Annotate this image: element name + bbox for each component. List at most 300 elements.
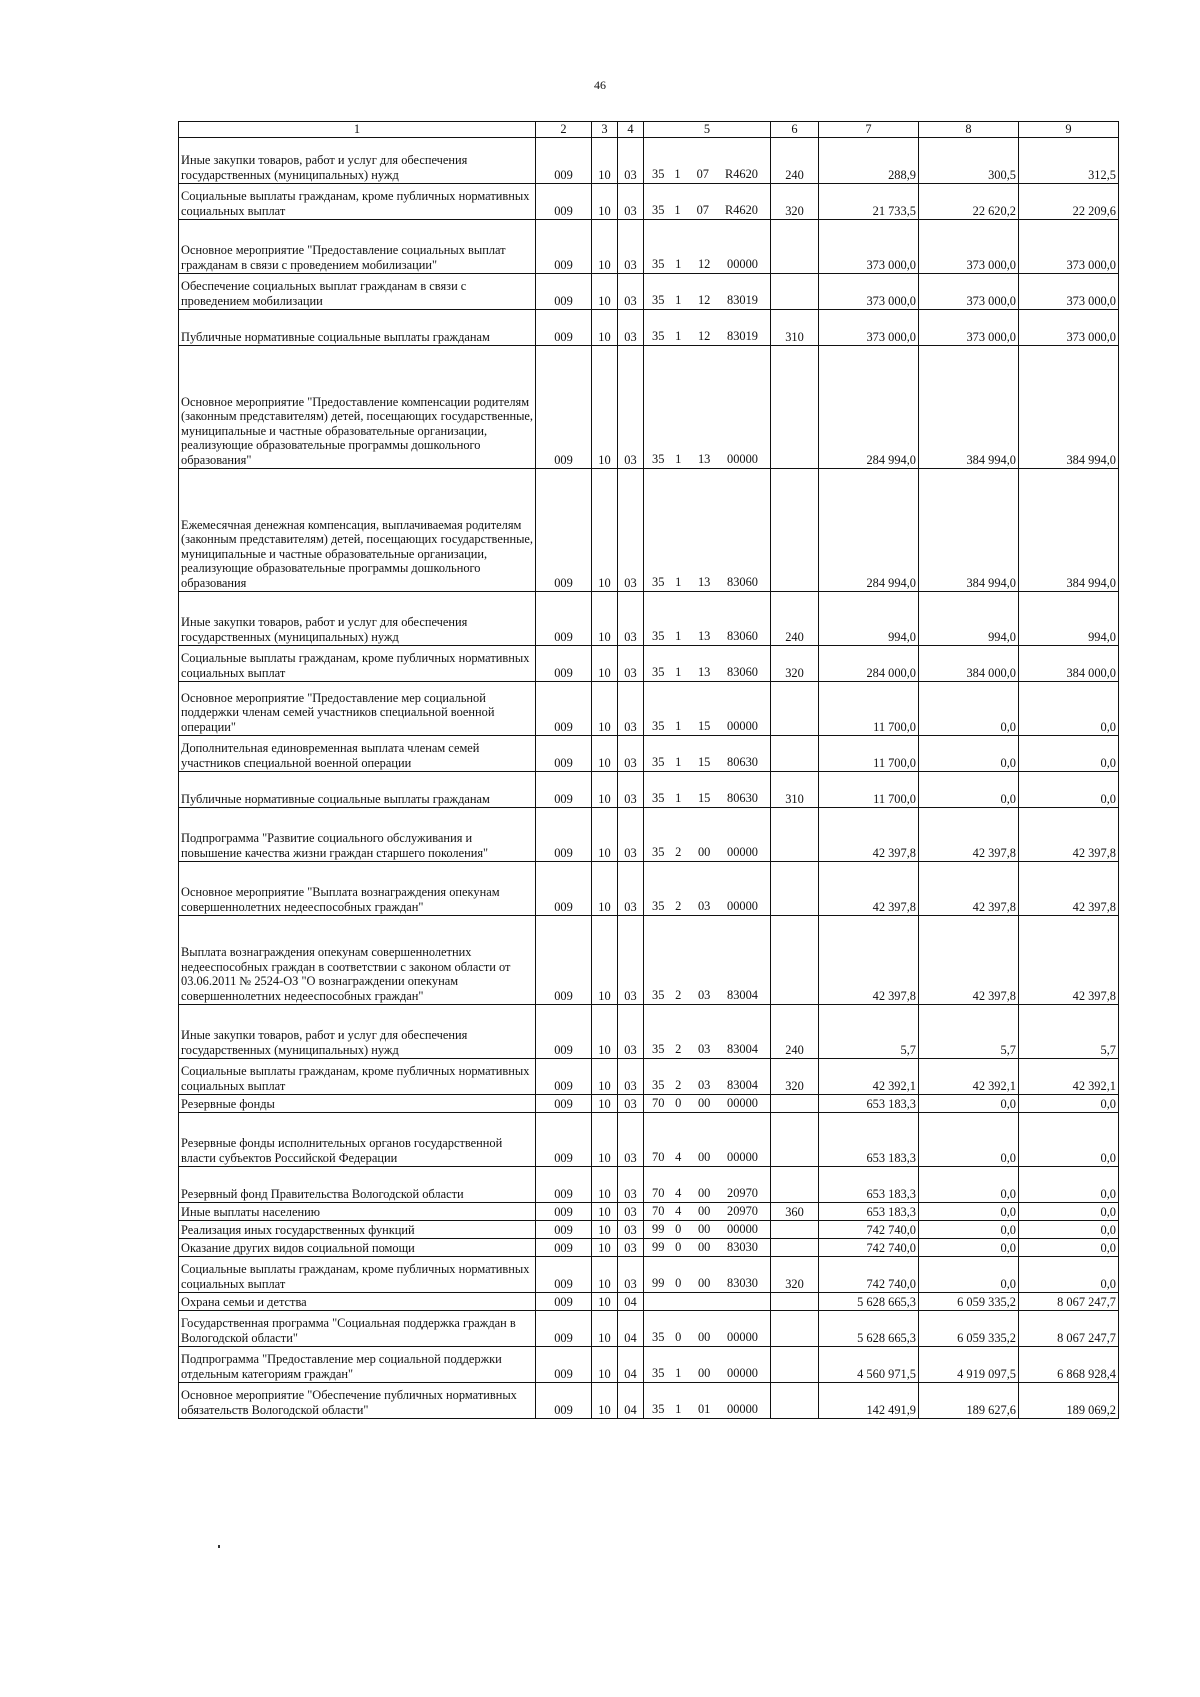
cell-amount-col7: 11 700,0 — [819, 682, 919, 736]
target-direction: 83030 — [727, 1239, 758, 1254]
cell-section: 10 — [592, 1311, 618, 1347]
row-name: Оказание других видов социальной помощи — [179, 1239, 536, 1257]
cell-ministry-code: 009 — [536, 736, 592, 772]
row-name: Ежемесячная денежная компенсация, выплачиваемая родителям (законным представителям) детей, посещающих государственные, муниципальные и частные образовательные организации, реализующие образовательные программы дошкольного образования — [179, 469, 536, 592]
table-row — [179, 772, 1119, 808]
cell-subsection: 03 — [618, 682, 644, 736]
cell-amount-col7: 5 628 665,3 — [819, 1293, 919, 1311]
cell-target-article — [644, 274, 771, 310]
table-row — [179, 469, 1119, 592]
target-event: 00 — [697, 1329, 711, 1344]
cell-ministry-code: 009 — [536, 1059, 592, 1095]
cell-amount-col7: 742 740,0 — [819, 1221, 919, 1239]
target-program: 99 — [652, 1221, 665, 1236]
target-program: 35 — [652, 718, 665, 733]
cell-amount-col8: 373 000,0 — [919, 220, 1019, 274]
cell-expense-type — [771, 808, 819, 862]
target-event: 00 — [697, 1239, 711, 1254]
target-subprogram: 1 — [675, 292, 682, 307]
target-subprogram: 0 — [675, 1095, 682, 1110]
cell-ministry-code: 009 — [536, 1347, 592, 1383]
row-name: Резервные фонды — [179, 1095, 536, 1113]
target-direction: 83004 — [727, 987, 758, 1002]
target-subprogram: 0 — [675, 1275, 682, 1290]
table-row — [179, 1203, 1119, 1221]
target-program: 35 — [652, 574, 665, 589]
cell-amount-col7: 653 183,3 — [819, 1203, 919, 1221]
cell-amount-col7: 42 392,1 — [819, 1059, 919, 1095]
target-subprogram: 4 — [675, 1149, 682, 1164]
cell-expense-type — [771, 862, 819, 916]
cell-section: 10 — [592, 1095, 618, 1113]
cell-section: 10 — [592, 1203, 618, 1221]
cell-expense-type: 240 — [771, 592, 819, 646]
target-subprogram: 2 — [675, 987, 682, 1002]
target-program: 35 — [652, 328, 665, 343]
cell-section: 10 — [592, 772, 618, 808]
cell-ministry-code: 009 — [536, 1113, 592, 1167]
cell-ministry-code: 009 — [536, 220, 592, 274]
cell-section: 10 — [592, 1113, 618, 1167]
cell-amount-col8: 189 627,6 — [919, 1383, 1019, 1419]
cell-expense-type: 360 — [771, 1203, 819, 1221]
cell-target-article — [644, 682, 771, 736]
cell-target-article — [644, 592, 771, 646]
row-name: Основное мероприятие "Обеспечение публичных нормативных обязательств Вологодской области" — [179, 1383, 536, 1419]
cell-amount-col8: 42 397,8 — [919, 808, 1019, 862]
cell-ministry-code: 009 — [536, 772, 592, 808]
cell-amount-col9: 42 397,8 — [1019, 808, 1119, 862]
target-program: 35 — [652, 166, 665, 181]
cell-amount-col8: 0,0 — [919, 736, 1019, 772]
cell-target-article — [644, 138, 771, 184]
row-name: Основное мероприятие "Выплата вознаграждения опекунам совершеннолетних недееспособных граждан" — [179, 862, 536, 916]
cell-section: 10 — [592, 184, 618, 220]
table-row — [179, 1347, 1119, 1383]
cell-subsection: 03 — [618, 1059, 644, 1095]
cell-expense-type: 320 — [771, 1059, 819, 1095]
target-program: 35 — [652, 987, 665, 1002]
target-direction: 80630 — [727, 790, 758, 805]
target-program: 35 — [652, 628, 665, 643]
cell-subsection: 03 — [618, 1239, 644, 1257]
cell-amount-col8: 6 059 335,2 — [919, 1311, 1019, 1347]
cell-ministry-code: 009 — [536, 1005, 592, 1059]
target-direction: 00000 — [727, 1149, 758, 1164]
cell-amount-col9: 8 067 247,7 — [1019, 1311, 1119, 1347]
cell-amount-col8: 5,7 — [919, 1005, 1019, 1059]
header-col-4: 4 — [618, 122, 644, 138]
cell-amount-col9: 42 397,8 — [1019, 862, 1119, 916]
cell-target-article — [644, 862, 771, 916]
target-subprogram: 2 — [675, 844, 682, 859]
cell-target-article — [644, 1203, 771, 1221]
cell-expense-type — [771, 1239, 819, 1257]
target-direction: 83060 — [727, 664, 758, 679]
table-row — [179, 274, 1119, 310]
cell-subsection: 03 — [618, 138, 644, 184]
table-row — [179, 220, 1119, 274]
row-name: Резервные фонды исполнительных органов государственной власти субъектов Российской Федерации — [179, 1113, 536, 1167]
target-event: 00 — [697, 1275, 711, 1290]
cell-amount-col9: 0,0 — [1019, 1239, 1119, 1257]
cell-subsection: 03 — [618, 592, 644, 646]
cell-section: 10 — [592, 310, 618, 346]
cell-amount-col7: 11 700,0 — [819, 736, 919, 772]
table-row — [179, 682, 1119, 736]
header-col-8: 8 — [919, 122, 1019, 138]
cell-ministry-code: 009 — [536, 916, 592, 1005]
cell-amount-col7: 653 183,3 — [819, 1113, 919, 1167]
target-direction: 83004 — [727, 1077, 758, 1092]
table-body — [179, 138, 1119, 1419]
cell-amount-col9: 42 397,8 — [1019, 916, 1119, 1005]
cell-amount-col7: 284 994,0 — [819, 469, 919, 592]
target-direction: 00000 — [727, 1401, 758, 1416]
cell-amount-col8: 0,0 — [919, 1095, 1019, 1113]
cell-amount-col9: 0,0 — [1019, 1113, 1119, 1167]
target-event: 12 — [697, 256, 711, 271]
target-direction: 83019 — [727, 292, 758, 307]
cell-amount-col8: 0,0 — [919, 1113, 1019, 1167]
target-subprogram: 0 — [675, 1239, 682, 1254]
cell-amount-col9: 384 994,0 — [1019, 346, 1119, 469]
cell-subsection: 03 — [618, 184, 644, 220]
cell-ministry-code: 009 — [536, 646, 592, 682]
table-row — [179, 646, 1119, 682]
cell-expense-type: 320 — [771, 646, 819, 682]
cell-subsection: 03 — [618, 808, 644, 862]
target-program: 35 — [652, 1329, 665, 1344]
target-direction: 00000 — [727, 451, 758, 466]
cell-target-article — [644, 310, 771, 346]
cell-ministry-code: 009 — [536, 1383, 592, 1419]
target-event: 15 — [697, 754, 711, 769]
target-program: 35 — [652, 790, 665, 805]
cell-amount-col9: 189 069,2 — [1019, 1383, 1119, 1419]
cell-ministry-code: 009 — [536, 862, 592, 916]
target-program: 70 — [652, 1095, 665, 1110]
cell-section: 10 — [592, 1005, 618, 1059]
target-direction: 83004 — [727, 1041, 758, 1056]
cell-target-article — [644, 1293, 771, 1311]
cell-target-article — [644, 1239, 771, 1257]
cell-ministry-code: 009 — [536, 346, 592, 469]
cell-expense-type: 310 — [771, 772, 819, 808]
cell-amount-col7: 373 000,0 — [819, 310, 919, 346]
cell-section: 10 — [592, 736, 618, 772]
cell-subsection: 03 — [618, 1257, 644, 1293]
cell-amount-col7: 42 397,8 — [819, 862, 919, 916]
target-subprogram: 2 — [675, 898, 682, 913]
header-col-6: 6 — [771, 122, 819, 138]
cell-subsection: 03 — [618, 220, 644, 274]
header-col-3: 3 — [592, 122, 618, 138]
cell-amount-col8: 373 000,0 — [919, 310, 1019, 346]
cell-amount-col8: 0,0 — [919, 1221, 1019, 1239]
table-row — [179, 1113, 1119, 1167]
header-col-2: 2 — [536, 122, 592, 138]
cell-section: 10 — [592, 1257, 618, 1293]
cell-section: 10 — [592, 1383, 618, 1419]
cell-ministry-code: 009 — [536, 808, 592, 862]
cell-amount-col9: 0,0 — [1019, 1203, 1119, 1221]
row-name: Социальные выплаты гражданам, кроме публичных нормативных социальных выплат — [179, 184, 536, 220]
cell-amount-col9: 6 868 928,4 — [1019, 1347, 1119, 1383]
cell-ministry-code: 009 — [536, 1095, 592, 1113]
cell-amount-col8: 0,0 — [919, 1167, 1019, 1203]
target-event: 03 — [697, 1041, 711, 1056]
budget-table — [178, 121, 1119, 1419]
cell-amount-col7: 994,0 — [819, 592, 919, 646]
cell-section: 10 — [592, 1167, 618, 1203]
row-name: Обеспечение социальных выплат гражданам в связи с проведением мобилизации — [179, 274, 536, 310]
target-event: 00 — [697, 1365, 711, 1380]
header-row — [179, 122, 1119, 138]
cell-ministry-code: 009 — [536, 184, 592, 220]
target-program: 70 — [652, 1149, 665, 1164]
header-col-7: 7 — [819, 122, 919, 138]
cell-section: 10 — [592, 682, 618, 736]
cell-ministry-code: 009 — [536, 469, 592, 592]
target-event: 12 — [697, 328, 711, 343]
cell-amount-col7: 742 740,0 — [819, 1239, 919, 1257]
cell-amount-col7: 5 628 665,3 — [819, 1311, 919, 1347]
cell-section: 10 — [592, 138, 618, 184]
target-event: 03 — [697, 987, 711, 1002]
target-direction: 00000 — [727, 1329, 758, 1344]
cell-amount-col9: 373 000,0 — [1019, 220, 1119, 274]
cell-expense-type — [771, 1383, 819, 1419]
row-name: Иные закупки товаров, работ и услуг для обеспечения государственных (муниципальных) нужд — [179, 1005, 536, 1059]
table-row — [179, 862, 1119, 916]
cell-section: 10 — [592, 220, 618, 274]
page-number: 46 — [594, 78, 606, 92]
cell-target-article — [644, 1347, 771, 1383]
cell-section: 10 — [592, 1221, 618, 1239]
cell-section: 10 — [592, 274, 618, 310]
target-subprogram: 1 — [675, 451, 682, 466]
cell-amount-col7: 5,7 — [819, 1005, 919, 1059]
cell-section: 10 — [592, 346, 618, 469]
cell-expense-type — [771, 1095, 819, 1113]
cell-amount-col9: 8 067 247,7 — [1019, 1293, 1119, 1311]
table-row — [179, 1239, 1119, 1257]
cell-amount-col8: 300,5 — [919, 138, 1019, 184]
cell-amount-col9: 373 000,0 — [1019, 274, 1119, 310]
cell-amount-col7: 142 491,9 — [819, 1383, 919, 1419]
row-name: Государственная программа "Социальная поддержка граждан в Вологодской области" — [179, 1311, 536, 1347]
cell-ministry-code: 009 — [536, 592, 592, 646]
target-event: 00 — [697, 844, 711, 859]
table-row — [179, 1257, 1119, 1293]
cell-expense-type — [771, 1293, 819, 1311]
cell-subsection: 03 — [618, 916, 644, 1005]
cell-subsection: 03 — [618, 1113, 644, 1167]
cell-subsection: 04 — [618, 1293, 644, 1311]
row-name: Основное мероприятие "Предоставление мер социальной поддержки членам семей участников специальной военной операции" — [179, 682, 536, 736]
row-name: Социальные выплаты гражданам, кроме публичных нормативных социальных выплат — [179, 1059, 536, 1095]
cell-subsection: 03 — [618, 1221, 644, 1239]
target-program: 35 — [652, 898, 665, 913]
cell-amount-col9: 384 000,0 — [1019, 646, 1119, 682]
cell-ministry-code: 009 — [536, 310, 592, 346]
target-event: 13 — [697, 451, 711, 466]
target-event: 00 — [697, 1221, 711, 1236]
cell-subsection: 03 — [618, 346, 644, 469]
cell-expense-type: 240 — [771, 138, 819, 184]
cell-amount-col9: 0,0 — [1019, 1221, 1119, 1239]
table-row — [179, 184, 1119, 220]
cell-subsection: 03 — [618, 772, 644, 808]
target-subprogram: 0 — [675, 1221, 682, 1236]
cell-ministry-code: 009 — [536, 138, 592, 184]
row-name: Социальные выплаты гражданам, кроме публичных нормативных социальных выплат — [179, 1257, 536, 1293]
cell-ministry-code: 009 — [536, 1167, 592, 1203]
cell-expense-type — [771, 220, 819, 274]
cell-subsection: 03 — [618, 1203, 644, 1221]
table-row — [179, 916, 1119, 1005]
target-direction: R4620 — [724, 202, 758, 217]
target-program: 35 — [652, 1401, 665, 1416]
cell-target-article — [644, 736, 771, 772]
cell-target-article — [644, 469, 771, 592]
cell-target-article — [644, 346, 771, 469]
target-subprogram: 1 — [675, 256, 682, 271]
cell-expense-type — [771, 682, 819, 736]
cell-expense-type — [771, 1221, 819, 1239]
cell-ministry-code: 009 — [536, 682, 592, 736]
target-subprogram: 1 — [675, 628, 682, 643]
cell-target-article — [644, 184, 771, 220]
cell-amount-col7: 21 733,5 — [819, 184, 919, 220]
cell-amount-col7: 42 397,8 — [819, 808, 919, 862]
target-program: 70 — [652, 1185, 665, 1200]
cell-amount-col9: 384 994,0 — [1019, 469, 1119, 592]
header-col-9: 9 — [1019, 122, 1119, 138]
target-program: 35 — [652, 664, 665, 679]
cell-amount-col9: 0,0 — [1019, 682, 1119, 736]
target-subprogram: 1 — [675, 754, 682, 769]
target-event: 00 — [697, 1095, 711, 1110]
target-event: 13 — [697, 664, 711, 679]
table-row — [179, 310, 1119, 346]
row-name: Публичные нормативные социальные выплаты гражданам — [179, 310, 536, 346]
cell-subsection: 04 — [618, 1311, 644, 1347]
target-subprogram: 1 — [674, 202, 681, 217]
cell-subsection: 03 — [618, 862, 644, 916]
cell-amount-col8: 384 000,0 — [919, 646, 1019, 682]
cell-expense-type — [771, 1113, 819, 1167]
cell-amount-col7: 288,9 — [819, 138, 919, 184]
cell-subsection: 03 — [618, 274, 644, 310]
table-row — [179, 1383, 1119, 1419]
cell-target-article — [644, 646, 771, 682]
target-direction: 83060 — [727, 628, 758, 643]
target-program: 35 — [652, 202, 665, 217]
cell-section: 10 — [592, 1239, 618, 1257]
cell-amount-col7: 653 183,3 — [819, 1095, 919, 1113]
target-program: 35 — [652, 1041, 665, 1056]
target-subprogram: 1 — [675, 1365, 682, 1380]
cell-section: 10 — [592, 862, 618, 916]
target-program: 35 — [652, 1365, 665, 1380]
target-direction: 83019 — [727, 328, 758, 343]
cell-amount-col8: 994,0 — [919, 592, 1019, 646]
target-subprogram: 4 — [675, 1185, 682, 1200]
cell-subsection: 03 — [618, 469, 644, 592]
target-direction: 00000 — [727, 898, 758, 913]
target-direction: R4620 — [724, 166, 758, 181]
cell-section: 10 — [592, 916, 618, 1005]
cell-amount-col8: 42 392,1 — [919, 1059, 1019, 1095]
target-direction: 20970 — [727, 1203, 758, 1218]
target-subprogram: 1 — [674, 166, 681, 181]
cell-amount-col8: 42 397,8 — [919, 916, 1019, 1005]
cell-target-article — [644, 1005, 771, 1059]
cell-amount-col8: 384 994,0 — [919, 469, 1019, 592]
target-direction: 80630 — [727, 754, 758, 769]
cell-expense-type — [771, 1311, 819, 1347]
target-program: 70 — [652, 1203, 665, 1218]
cell-target-article — [644, 220, 771, 274]
target-subprogram: 1 — [675, 790, 682, 805]
cell-amount-col8: 0,0 — [919, 1239, 1019, 1257]
target-event: 07 — [696, 166, 709, 181]
target-event: 03 — [697, 898, 711, 913]
target-event: 01 — [697, 1401, 711, 1416]
target-direction: 83060 — [727, 574, 758, 589]
target-direction: 83030 — [727, 1275, 758, 1290]
cell-amount-col9: 0,0 — [1019, 1095, 1119, 1113]
cell-subsection: 03 — [618, 1095, 644, 1113]
cell-subsection: 03 — [618, 736, 644, 772]
table-row — [179, 592, 1119, 646]
row-name: Резервный фонд Правительства Вологодской области — [179, 1167, 536, 1203]
target-event: 03 — [697, 1077, 711, 1092]
target-event: 07 — [696, 202, 709, 217]
cell-ministry-code: 009 — [536, 1257, 592, 1293]
row-name: Дополнительная единовременная выплата членам семей участников специальной военной операции — [179, 736, 536, 772]
cell-amount-col9: 0,0 — [1019, 1257, 1119, 1293]
row-name: Охрана семьи и детства — [179, 1293, 536, 1311]
cell-ministry-code: 009 — [536, 1311, 592, 1347]
cell-amount-col9: 994,0 — [1019, 592, 1119, 646]
row-name: Социальные выплаты гражданам, кроме публичных нормативных социальных выплат — [179, 646, 536, 682]
row-name: Подпрограмма "Предоставление мер социальной поддержки отдельным категориям граждан" — [179, 1347, 536, 1383]
cell-section: 10 — [592, 1059, 618, 1095]
row-name: Основное мероприятие "Предоставление компенсации родителям (законным представителям) детей, посещающих государственные, муниципальные и частные образовательные организации, реализующие образовательные программы дошкольного образования" — [179, 346, 536, 469]
header-col-5: 5 — [644, 122, 771, 138]
target-event: 12 — [697, 292, 711, 307]
cell-amount-col8: 0,0 — [919, 1203, 1019, 1221]
cell-ministry-code: 009 — [536, 1239, 592, 1257]
cell-amount-col7: 373 000,0 — [819, 220, 919, 274]
table-row — [179, 1293, 1119, 1311]
target-program: 35 — [652, 292, 665, 307]
table-row — [179, 736, 1119, 772]
target-subprogram: 1 — [675, 574, 682, 589]
table-row — [179, 808, 1119, 862]
target-direction: 00000 — [727, 1221, 758, 1236]
target-event: 00 — [697, 1203, 711, 1218]
table-row — [179, 1311, 1119, 1347]
cell-target-article — [644, 808, 771, 862]
target-direction: 00000 — [727, 256, 758, 271]
cell-ministry-code: 009 — [536, 1221, 592, 1239]
cell-amount-col8: 22 620,2 — [919, 184, 1019, 220]
cell-section: 10 — [592, 1347, 618, 1383]
